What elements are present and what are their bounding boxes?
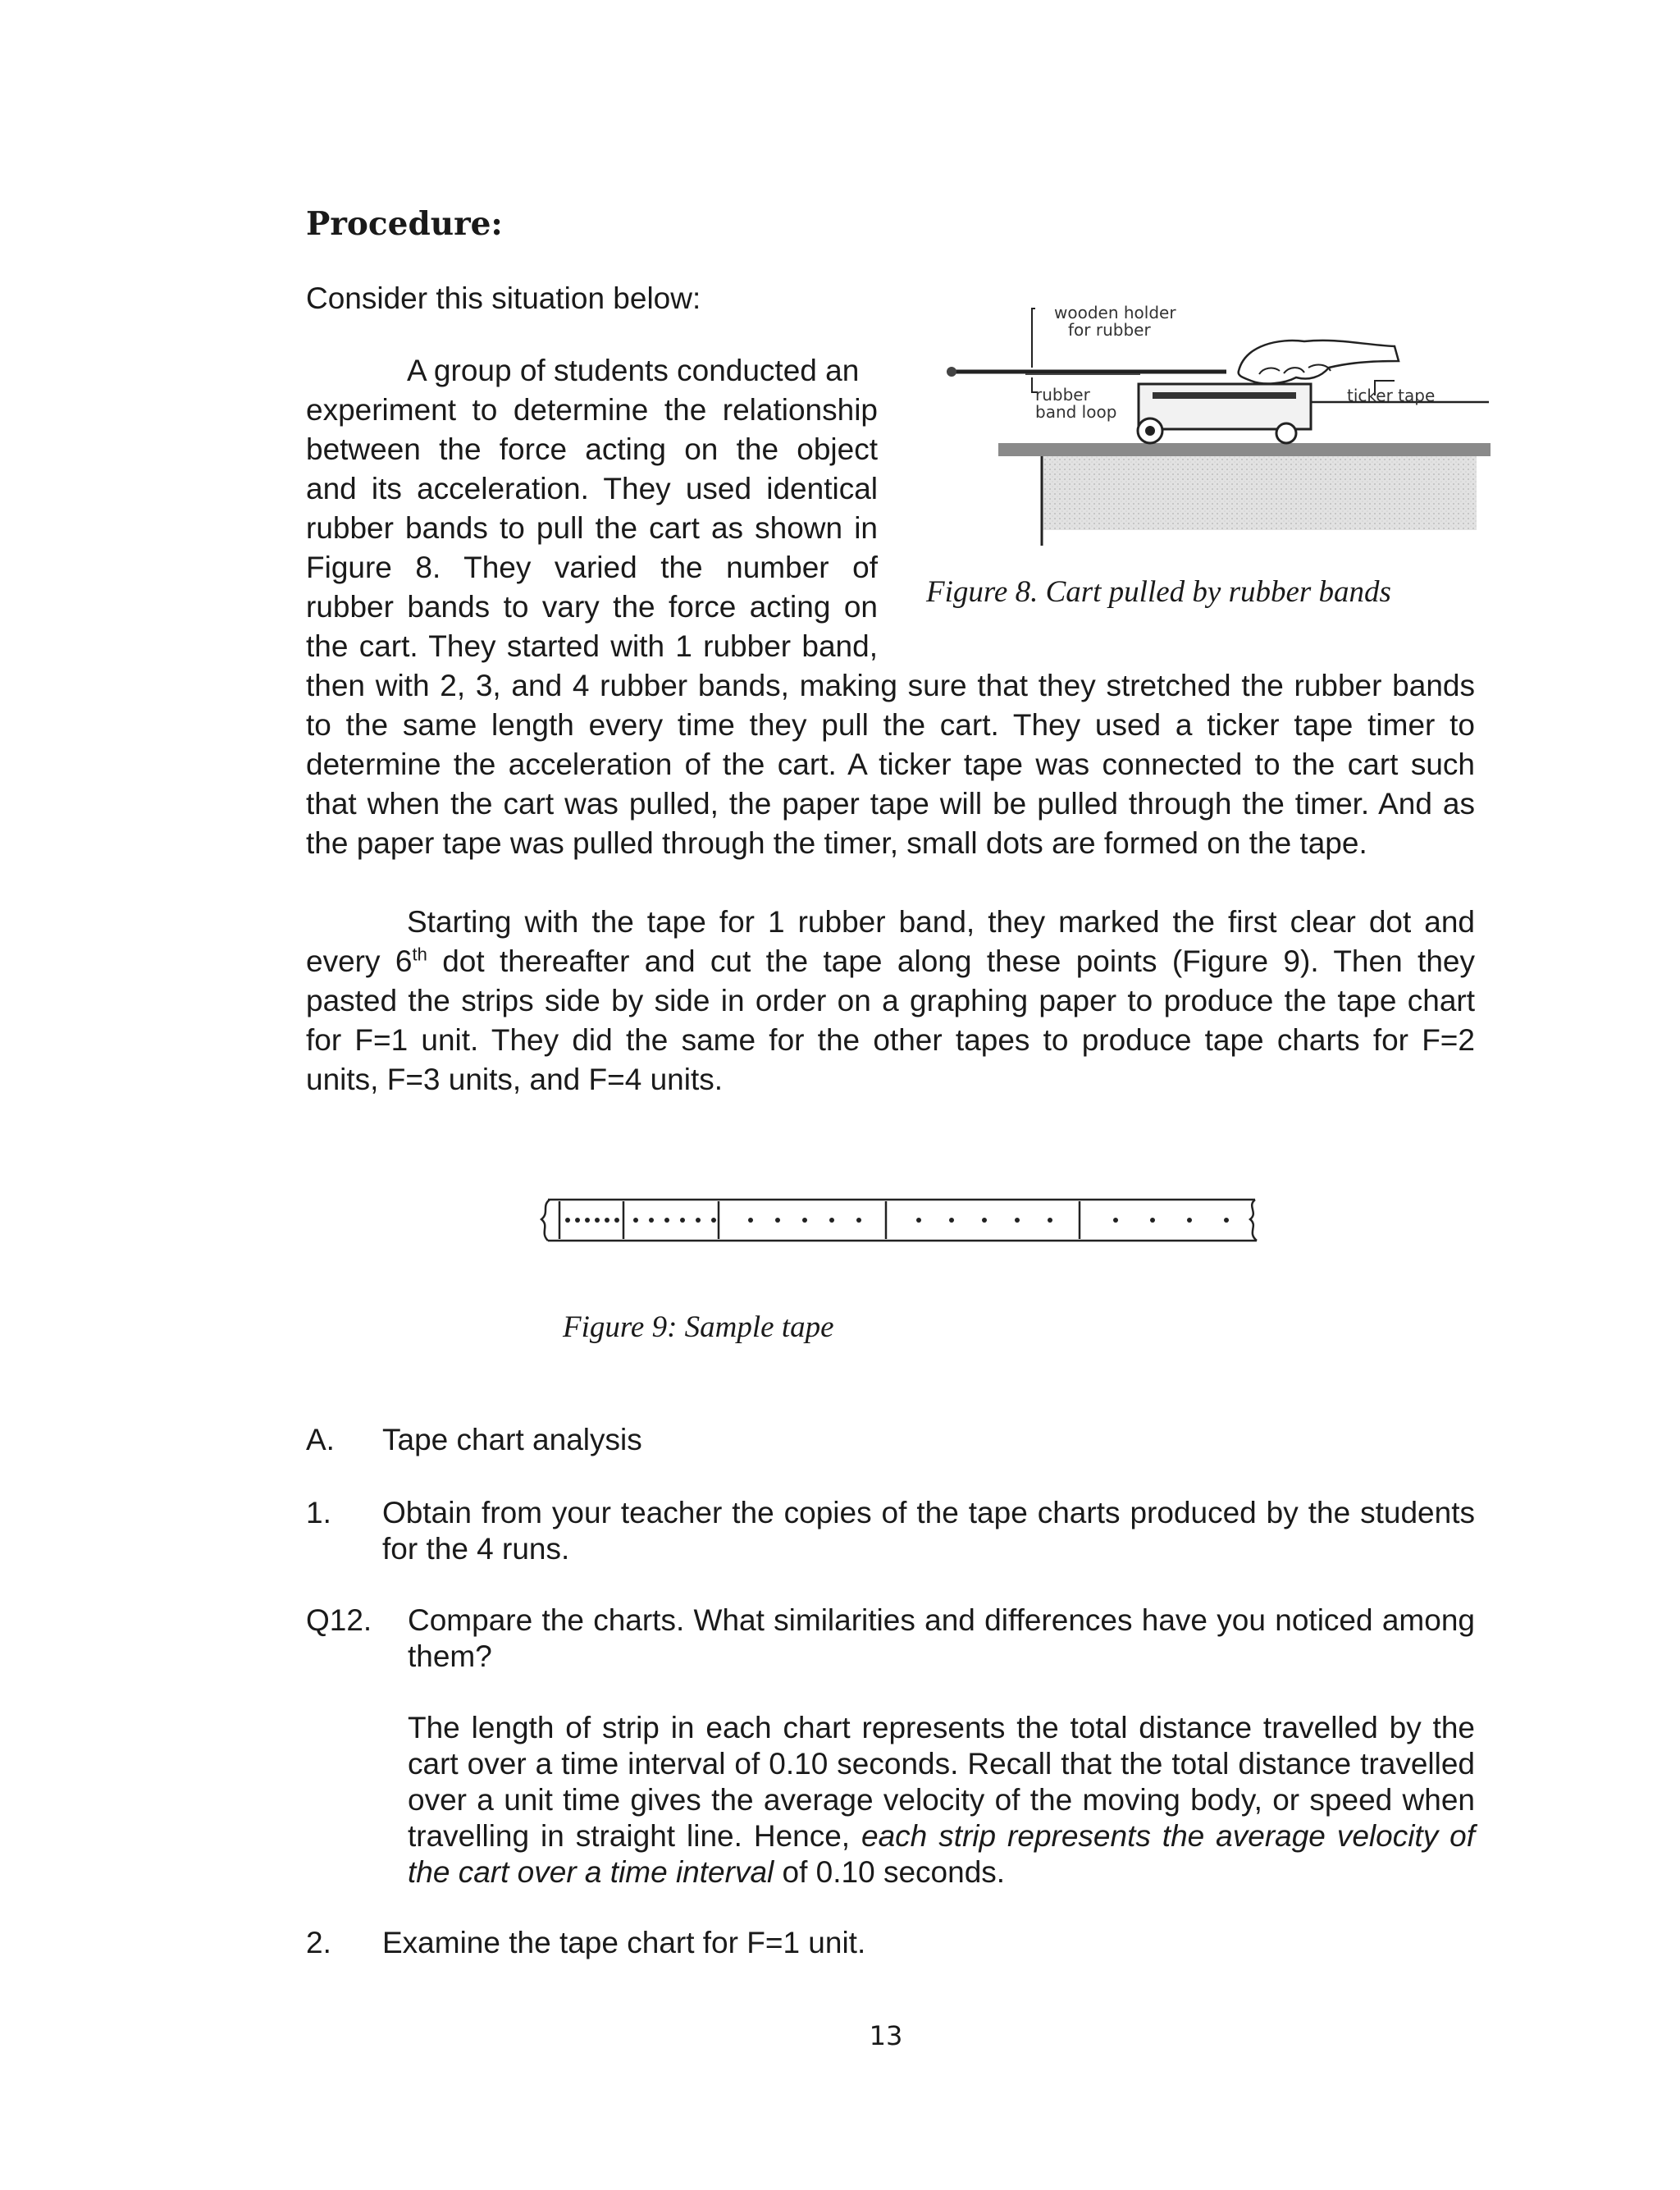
paragraph-1-line: rubber bands to pull the cart as shown in [306,511,878,545]
table-top [998,443,1491,456]
paragraph-2-rest: dot thereafter and cut the tape along these points (Figure 9). Then they pasted the strips side by side in order on a graphing paper to produce the tape chart for F=1 unit. They did the same for the other tapes to produce tape charts for F=2 units, F=3 units, and F=4 units. [306,944,1475,1096]
hand-icon [1239,341,1399,384]
label-holder-line1: wooden holder [1054,303,1176,322]
section-a-title: Tape chart analysis [382,1423,642,1456]
paragraph-2-superscript: th [412,944,427,965]
paragraph-1-narrow [306,351,878,666]
label-ticker-tape: ticker tape [1347,386,1436,405]
item-1-text: Obtain from your teacher the copies of the tape charts produced by the students for the 4 runs. [382,1496,1475,1566]
paragraph-1-line: and its acceleration. They used identical [306,472,878,505]
procedure-heading: Procedure: [306,205,503,243]
paragraph-1-line: A group of students conducted an [407,354,860,387]
label-loop-line1: rubber [1035,385,1090,405]
q12-text: Compare the charts. What similarities and differences have you noticed among them? [408,1603,1475,1673]
paragraph-2 [306,903,1475,1100]
paragraph-1-wide: then with 2, 3, and 4 rubber bands, making sure that they stretched the rubber bands to the same length every time they pull the cart. They used a ticker tape timer to determine the acceleration of the cart. A ticker tape was connected to the cart such that when the cart was pulled, the paper tape will be pulled through the timer. And as the paper tape was pulled through the timer, small dots are formed on the tape. [306,669,1475,860]
label-loop-line2: band loop [1035,402,1117,422]
figure-9-tape [525,1190,1280,1255]
item-1-label: 1. [306,1496,331,1529]
q12-answer-part1: The length of strip in each chart represents the total distance travelled by the cart over a time interval of 0.10 seconds. Recall that the total distance travelled over a unit time gives the average velocity of the moving body, or speed when travelling in straight line. Hence, [408,1711,1475,1853]
paragraph-1-line: rubber bands to vary the force acting on [306,590,878,624]
tape-dots [565,1218,1229,1223]
intro-text: Consider this situation below: [306,281,701,315]
paragraph-2-start: Starting with the tape for 1 rubber band, they marked the first clear dot and every 6 [306,905,1475,978]
figure-8-caption: Figure 8. Cart pulled by rubber bands [926,575,1391,609]
q12-label: Q12. [306,1603,372,1637]
paragraph-1-line: experiment to determine the relationship [306,393,878,427]
paragraph-1-line: Figure 8. They varied the number of [306,551,878,584]
section-a-label: A. [306,1423,335,1456]
q12-answer [408,1710,1475,1891]
item-2-text: Examine the tape chart for F=1 unit. [382,1926,866,1959]
item-2-label: 2. [306,1926,331,1959]
cart-wheel [1276,423,1296,443]
paragraph-1-line: the cart. They started with 1 rubber band, [306,629,878,663]
figure-8-illustration [935,295,1493,558]
q12-answer-italic: each strip represents the average velocity of the cart over a time interval [408,1819,1476,1889]
table-side [1042,456,1477,530]
figure-9-caption: Figure 9: Sample tape [563,1310,834,1344]
paragraph-1-line: between the force acting on the object [306,432,878,466]
q12-answer-part2: of 0.10 seconds. [774,1855,1006,1889]
label-holder-line2: for rubber [1068,320,1151,340]
page-number: 13 [869,2020,903,2051]
